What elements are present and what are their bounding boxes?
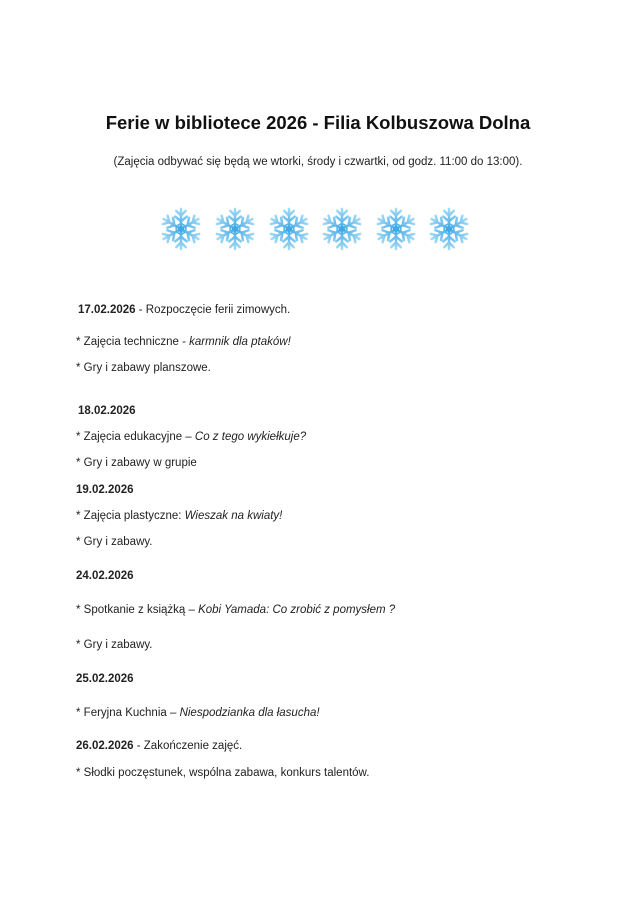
schedule-date: 25.02.2026	[76, 673, 134, 685]
schedule-item: * Słodki poczęstunek, wspólna zabawa, konkurs talentów.	[76, 767, 370, 779]
schedule-item-label: * Zajęcia edukacyjne –	[76, 431, 195, 443]
schedule-item	[76, 510, 282, 522]
schedule-item: * Gry i zabawy w grupie	[76, 457, 197, 469]
schedule-item	[76, 431, 306, 443]
schedule-item-title: Niespodzianka dla łasucha!	[179, 707, 320, 719]
snowflake-icon	[373, 206, 419, 252]
snowflake-icon	[319, 206, 365, 252]
schedule-day-header	[78, 304, 290, 316]
schedule-item: * Gry i zabawy planszowe.	[76, 362, 211, 374]
snowflake-icon	[266, 206, 312, 252]
schedule-item: * Gry i zabawy.	[76, 639, 153, 651]
schedule-item-label: * Spotkanie z książką –	[76, 604, 199, 616]
schedule-item-title: Kobi Yamada: Co zrobić z pomysłem ?	[198, 604, 396, 616]
schedule-day-header	[76, 570, 134, 582]
schedule-item-label: * Zajęcia plastyczne:	[76, 510, 185, 522]
schedule-day-note: - Zakończenie zajęć.	[133, 740, 243, 752]
schedule-day-header	[76, 673, 134, 685]
snowflake-icon	[212, 206, 258, 252]
schedule-item	[76, 604, 395, 616]
schedule-item-title: Co z tego wykiełkuje?	[194, 431, 307, 443]
schedule-item-label: * Zajęcia techniczne -	[76, 336, 190, 348]
schedule-day-header	[76, 484, 134, 496]
schedule-date: 26.02.2026	[76, 740, 134, 752]
snowflake-icon	[426, 206, 472, 252]
schedule-item-label: * Feryjna Kuchnia –	[76, 707, 180, 719]
schedule-date: 17.02.2026	[78, 304, 136, 316]
schedule-item	[76, 707, 320, 719]
schedule-day-header	[76, 740, 242, 752]
schedule-item	[76, 336, 291, 348]
schedule-date: 19.02.2026	[76, 484, 134, 496]
schedule-hours-note: (Zajęcia odbywać się będą we wtorki, środy i czwartki, od godz. 11:00 do 13:00).	[113, 156, 523, 168]
schedule-item-title: Wieszak na kwiaty!	[184, 510, 283, 522]
page-title: Ferie w bibliotece 2026 - Filia Kolbuszowa Dolna	[105, 112, 531, 133]
schedule-date: 18.02.2026	[78, 405, 136, 417]
snowflake-icon	[158, 206, 204, 252]
schedule-date: 24.02.2026	[76, 570, 134, 582]
schedule-day-header	[78, 405, 136, 417]
schedule-day-note: - Rozpoczęcie ferii zimowych.	[135, 304, 291, 316]
schedule-item: * Gry i zabawy.	[76, 536, 153, 548]
schedule-item-title: karmnik dla ptaków!	[189, 336, 291, 348]
snowflake-row	[158, 206, 474, 256]
